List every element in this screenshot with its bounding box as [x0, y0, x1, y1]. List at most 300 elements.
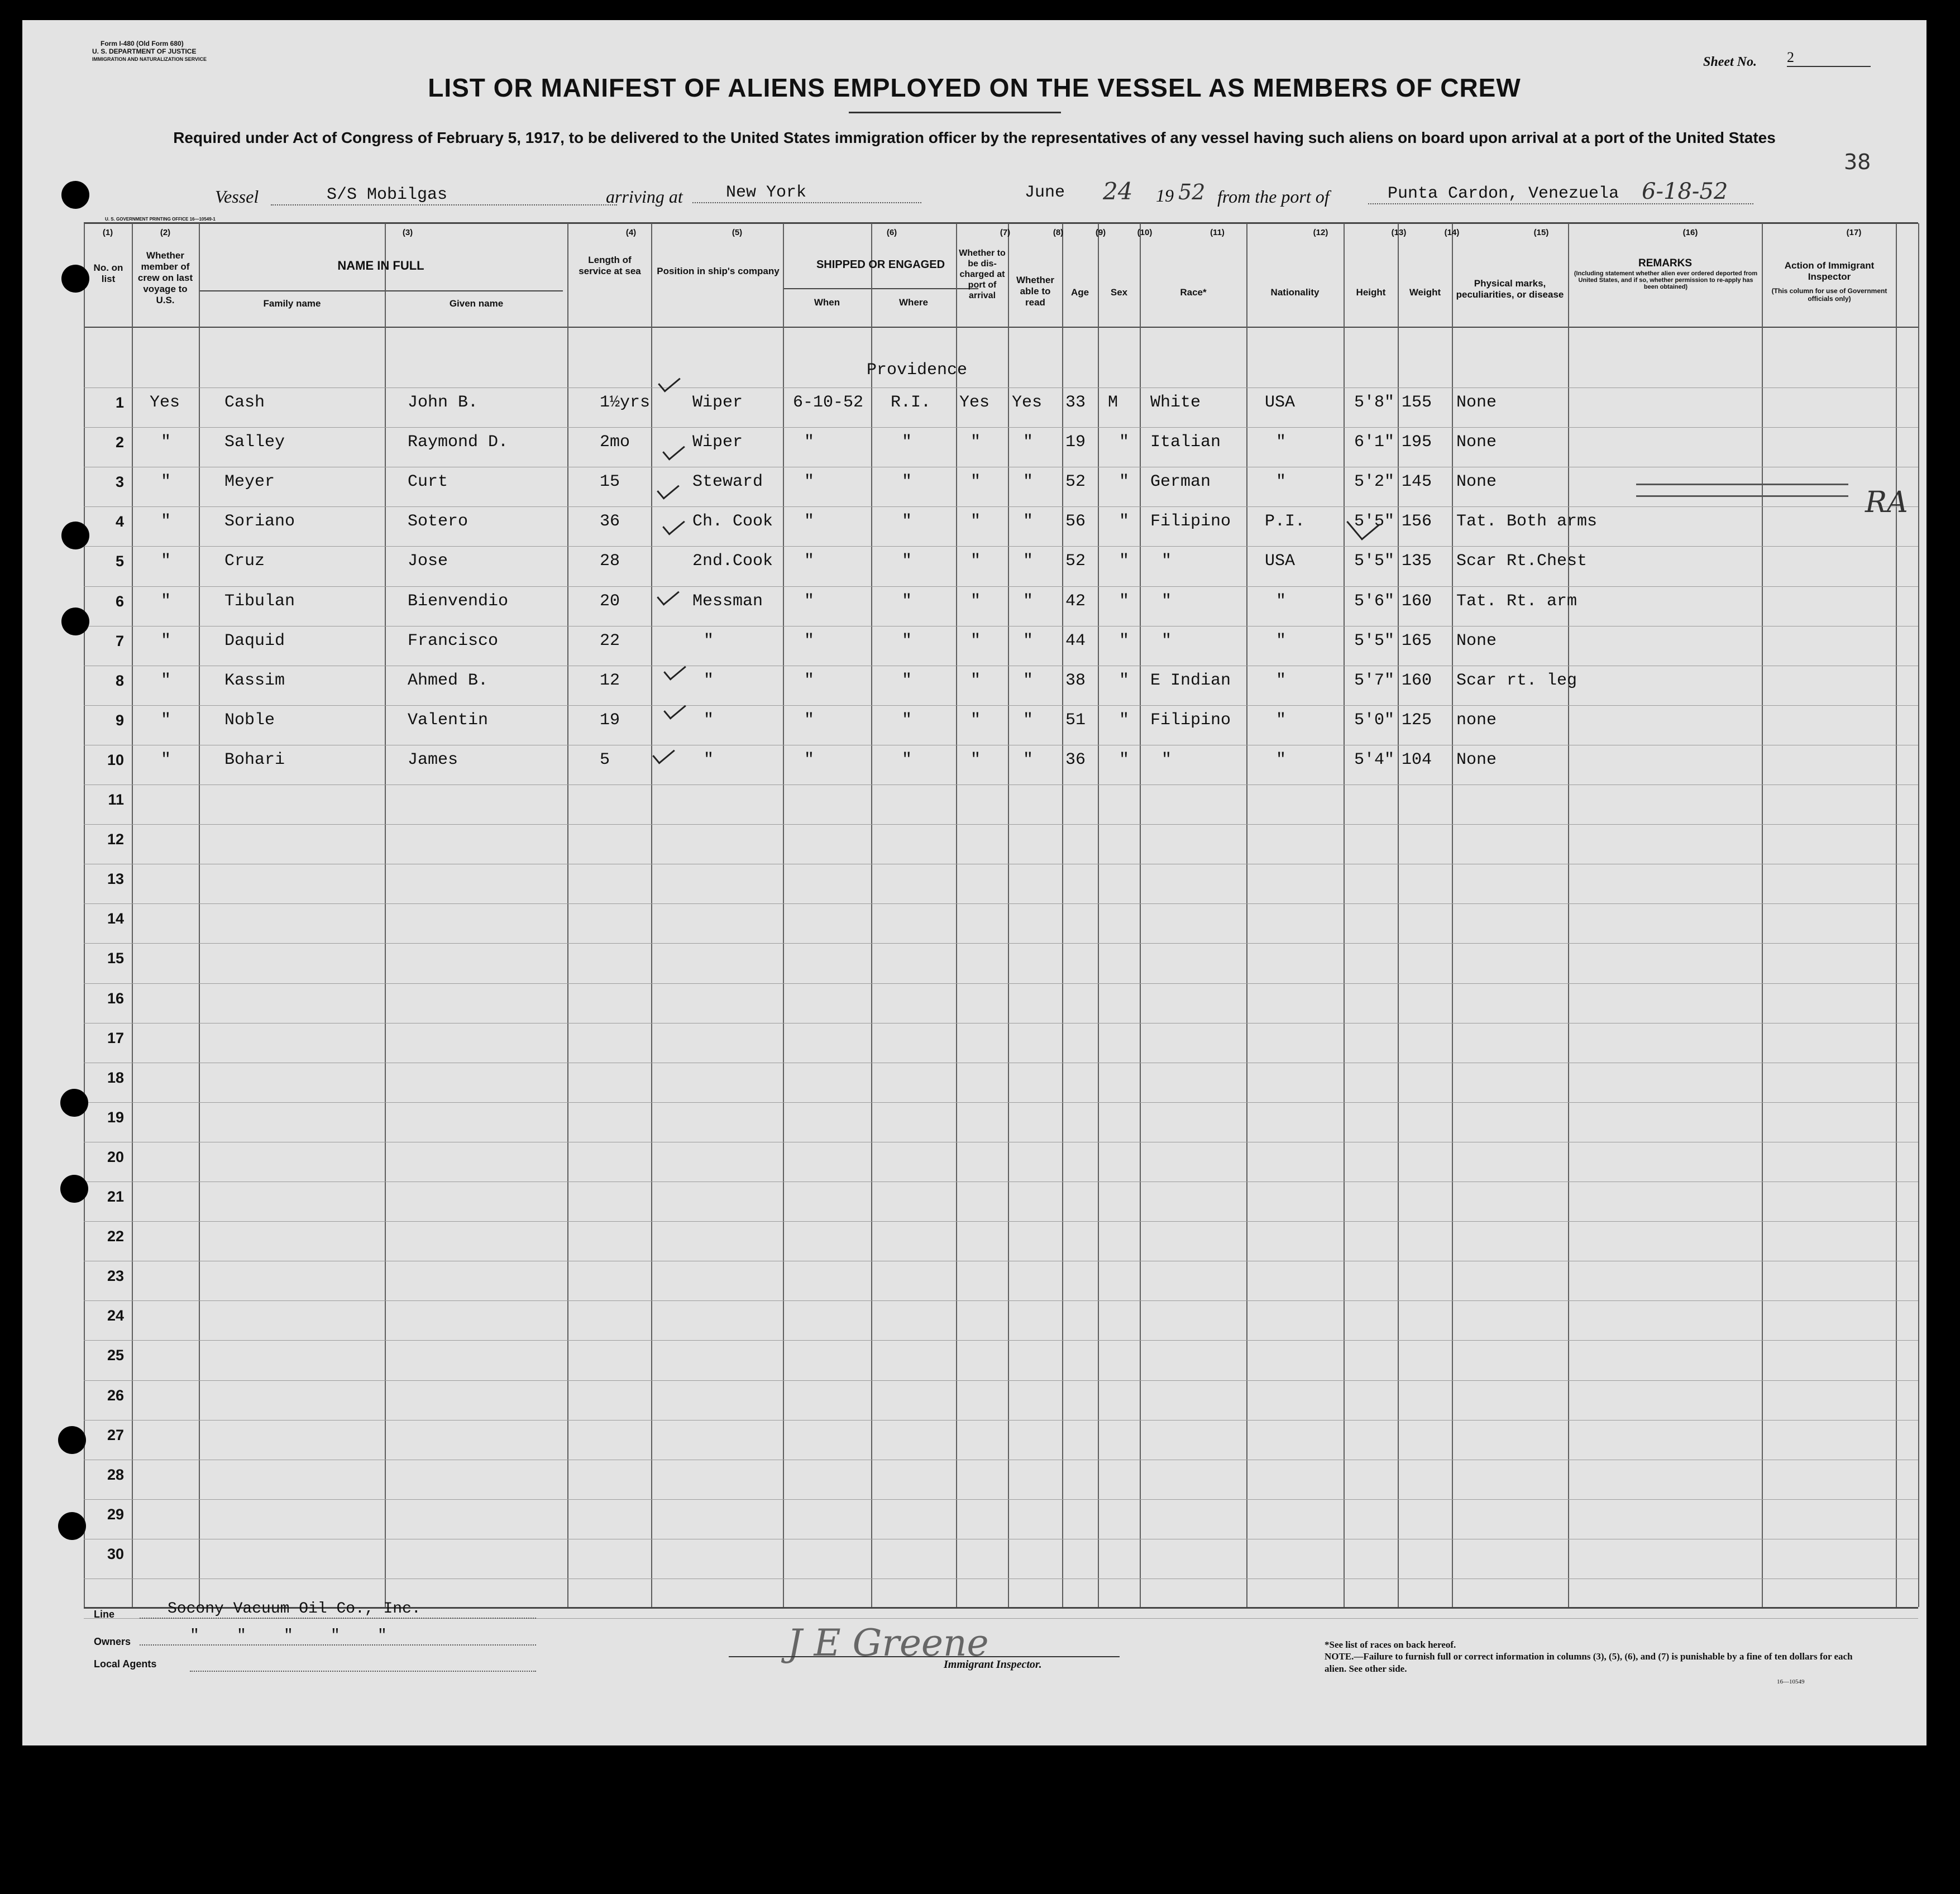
able-read-cell: "	[1023, 671, 1034, 690]
column-number: (3)	[402, 228, 413, 237]
race-cell: Filipino	[1150, 512, 1231, 531]
vessel-name: S/S Mobilgas	[271, 185, 617, 205]
manifest-sheet	[22, 20, 1926, 1745]
header-family-name: Family name	[263, 298, 321, 309]
column-number: (10)	[1137, 228, 1153, 237]
owners-value: " " " " "	[140, 1627, 536, 1646]
age-cell: 42	[1065, 592, 1086, 611]
row-number: 4	[115, 513, 124, 530]
row-rule	[84, 1380, 1918, 1381]
shipped-where-cell: "	[902, 750, 912, 769]
weight-cell: 125	[1402, 711, 1432, 730]
nationality-cell: USA	[1265, 552, 1295, 571]
page-title: LIST OR MANIFEST OF ALIENS EMPLOYED ON THE VESSEL AS MEMBERS OF CREW	[428, 73, 1521, 102]
column-number: (5)	[732, 228, 743, 237]
physical-marks-cell: none	[1456, 711, 1497, 730]
row-number: 6	[115, 593, 124, 610]
height-cell: 5'5"	[1354, 552, 1395, 571]
position-cell: "	[704, 711, 714, 730]
punch-hole	[58, 1426, 86, 1454]
weight-cell: 160	[1402, 671, 1432, 690]
header-race: Race*	[1180, 287, 1207, 298]
date-month: June	[1025, 183, 1065, 202]
arriving-port: New York	[692, 183, 921, 203]
given-name-cell: Ahmed B.	[408, 671, 489, 690]
row-number: 19	[107, 1109, 124, 1126]
sex-cell: "	[1119, 711, 1130, 730]
row-rule	[84, 546, 1918, 547]
discharged-cell: Yes	[959, 393, 990, 412]
physical-marks-cell: None	[1456, 472, 1497, 491]
sex-cell: "	[1119, 433, 1130, 452]
position-cell: "	[704, 632, 714, 651]
discharged-cell: "	[971, 750, 981, 769]
shipped-where-cell: "	[902, 433, 912, 452]
column-number: (9)	[1095, 228, 1106, 237]
shipped-when-cell: "	[804, 671, 815, 690]
department-name: U. S. DEPARTMENT OF JUSTICE	[92, 47, 197, 55]
date-year-prefix: 19	[1156, 185, 1174, 205]
family-name-cell: Noble	[224, 711, 275, 730]
form-number: Form I-480 (Old Form 680)	[101, 40, 184, 47]
where-top-note: Providence	[867, 361, 968, 380]
physical-marks-cell: Tat. Rt. arm	[1456, 592, 1577, 611]
given-name-cell: Bienvendio	[408, 592, 509, 611]
shipped-when-cell: "	[804, 592, 815, 611]
date-day: 24	[1103, 178, 1133, 205]
row-number: 23	[107, 1268, 124, 1284]
height-cell: 5'8"	[1354, 393, 1395, 412]
family-name-cell: Soriano	[224, 512, 295, 531]
row-rule	[84, 427, 1918, 428]
row-number: 26	[107, 1387, 124, 1404]
position-cell: "	[704, 671, 714, 690]
shipped-when-cell: "	[804, 433, 815, 452]
column-number: (12)	[1313, 228, 1328, 237]
row-rule	[84, 705, 1918, 706]
able-read-cell: "	[1023, 433, 1034, 452]
sheet-label: Sheet No.	[1703, 55, 1757, 69]
family-name-cell: Cruz	[224, 552, 265, 571]
race-cell: "	[1161, 750, 1172, 769]
physical-marks-cell: None	[1456, 750, 1497, 769]
column-number: (11)	[1210, 228, 1225, 237]
height-cell: 5'5"	[1354, 512, 1395, 531]
header-name-in-full: NAME IN FULL	[337, 259, 424, 272]
shipped-where-cell: "	[902, 552, 912, 571]
height-cell: 5'6"	[1354, 592, 1395, 611]
row-number: 21	[107, 1188, 124, 1205]
owners-label: Owners	[94, 1636, 131, 1647]
column-number: (17)	[1846, 228, 1862, 237]
able-read-cell: "	[1023, 592, 1034, 611]
header-able-read: Whether able to read	[1016, 275, 1054, 308]
age-cell: 52	[1065, 552, 1086, 571]
inspector-signature: J E Greene	[787, 1622, 989, 1665]
shipped-when-cell: "	[804, 512, 815, 531]
row-number: 7	[115, 633, 124, 649]
shipped-when-cell: "	[804, 472, 815, 491]
position-cell: Wiper	[692, 393, 743, 412]
nationality-cell: P.I.	[1265, 512, 1306, 531]
physical-marks-cell: None	[1456, 632, 1497, 651]
crew-cell: "	[161, 671, 171, 690]
row-rule	[84, 824, 1918, 825]
weight-cell: 104	[1402, 750, 1432, 769]
discharged-cell: "	[971, 472, 981, 491]
able-read-cell: "	[1023, 750, 1034, 769]
page-mark: 38	[1844, 150, 1871, 174]
sex-cell: "	[1119, 750, 1130, 769]
physical-marks-cell: Scar Rt.Chest	[1456, 552, 1588, 571]
height-cell: 5'0"	[1354, 711, 1395, 730]
check-mark	[662, 514, 685, 535]
row-number: 25	[107, 1347, 124, 1364]
crew-cell: "	[161, 512, 171, 531]
row-number: 14	[107, 910, 124, 927]
age-cell: 36	[1065, 750, 1086, 769]
header-when: When	[814, 297, 840, 308]
discharged-cell: "	[971, 512, 981, 531]
margin-strike	[1636, 484, 1848, 497]
line-value: Socony Vacuum Oil Co., Inc.	[140, 1600, 536, 1619]
row-number: 27	[107, 1427, 124, 1443]
given-name-cell: James	[408, 750, 458, 769]
age-cell: 44	[1065, 632, 1086, 651]
row-rule	[84, 1221, 1918, 1222]
row-rule	[84, 1300, 1918, 1301]
position-cell: Ch. Cook	[692, 512, 773, 531]
crew-cell: "	[161, 592, 171, 611]
service-length-cell: 36	[600, 512, 620, 531]
row-number: 13	[107, 871, 124, 887]
service-length-cell: 2mo	[600, 433, 630, 452]
weight-cell: 195	[1402, 433, 1432, 452]
nationality-cell: USA	[1265, 393, 1295, 412]
check-mark	[657, 584, 680, 605]
row-rule	[84, 586, 1918, 587]
nationality-cell: "	[1276, 433, 1287, 452]
column-number: (1)	[102, 228, 113, 237]
penalty-note: NOTE.—Failure to furnish full or correct information in columns (3), (5), (6), and (7) is punishable by a fine of ten dollars for each alien. See other side.	[1325, 1651, 1853, 1674]
column-number: (7)	[1000, 228, 1011, 237]
sex-cell: "	[1119, 632, 1130, 651]
family-name-cell: Cash	[224, 393, 265, 412]
row-number: 11	[108, 791, 124, 808]
inspector-label: Immigrant Inspector.	[944, 1658, 1042, 1671]
shipped-where-cell: "	[902, 711, 912, 730]
sex-cell: "	[1119, 512, 1130, 531]
crew-cell: "	[161, 552, 171, 571]
vessel-label: Vessel	[215, 186, 259, 207]
height-cell: 6'1"	[1354, 433, 1395, 452]
physical-marks-cell: None	[1456, 393, 1497, 412]
arriving-label: arriving at	[606, 186, 683, 207]
header-remarks: REMARKS	[1638, 257, 1693, 269]
header-discharged: Whether to be dis-charged at port of arrival	[959, 248, 1006, 300]
nationality-cell: "	[1276, 711, 1287, 730]
header-sex: Sex	[1110, 287, 1128, 298]
column-number: (6)	[886, 228, 897, 237]
row-number: 3	[115, 474, 124, 490]
shipped-when-cell: "	[804, 750, 815, 769]
row-number: 29	[107, 1506, 124, 1523]
column-number: (14)	[1444, 228, 1460, 237]
shipped-when-cell: "	[804, 711, 815, 730]
row-number: 20	[107, 1149, 124, 1165]
row-number: 24	[107, 1307, 124, 1324]
header-action-note: (This column for use of Government officials only)	[1771, 287, 1887, 303]
header-where: Where	[899, 297, 928, 308]
header-length-service: Length of service at sea	[579, 255, 641, 276]
service-length-cell: 5	[600, 750, 610, 769]
sex-cell: "	[1119, 592, 1130, 611]
race-cell: "	[1161, 592, 1172, 611]
sex-cell: M	[1108, 393, 1118, 412]
shipped-where-cell: R.I.	[891, 393, 931, 412]
age-cell: 56	[1065, 512, 1086, 531]
margin-mark: RA	[1865, 486, 1908, 519]
weight-cell: 160	[1402, 592, 1432, 611]
weight-cell: 145	[1402, 472, 1432, 491]
date-year: 52	[1178, 180, 1206, 204]
shipped-where-cell: "	[902, 671, 912, 690]
given-name-cell: Valentin	[408, 711, 489, 730]
shipped-when-cell: "	[804, 632, 815, 651]
punch-hole	[58, 1512, 86, 1540]
sex-cell: "	[1119, 671, 1130, 690]
age-cell: 38	[1065, 671, 1086, 690]
row-number: 28	[107, 1466, 124, 1483]
row-number: 8	[115, 672, 124, 689]
able-read-cell: Yes	[1012, 393, 1043, 412]
row-rule	[84, 943, 1918, 944]
service-length-cell: 19	[600, 711, 620, 730]
punch-hole	[60, 1175, 88, 1203]
family-name-cell: Salley	[224, 433, 285, 452]
given-name-cell: Curt	[408, 472, 448, 491]
position-cell: 2nd.Cook	[692, 552, 773, 571]
form-code: 16—10549	[1777, 1678, 1805, 1685]
crew-cell: "	[161, 711, 171, 730]
punch-hole	[61, 522, 89, 549]
discharged-cell: "	[971, 671, 981, 690]
punch-hole	[61, 265, 89, 293]
service-length-cell: 20	[600, 592, 620, 611]
header-remarks-note: (Including statement whether alien ever ordered deported from United States, and if so, whether permission to re-apply has been obtained)	[1574, 270, 1758, 290]
service-length-cell: 22	[600, 632, 620, 651]
header-crew-last-voyage: Whether member of crew on last voyage to U.S.	[137, 250, 193, 305]
able-read-cell: "	[1023, 552, 1034, 571]
local-agents-line	[190, 1671, 536, 1672]
check-mark	[663, 659, 686, 680]
weight-cell: 165	[1402, 632, 1432, 651]
nationality-cell: "	[1276, 592, 1287, 611]
weight-cell: 155	[1402, 393, 1432, 412]
header-weight: Weight	[1409, 287, 1441, 298]
discharged-cell: "	[971, 552, 981, 571]
able-read-cell: "	[1023, 512, 1034, 531]
physical-marks-cell: Tat. Both arms	[1456, 512, 1598, 531]
shipped-when-cell: 6-10-52	[793, 393, 864, 412]
shipped-where-cell: "	[902, 472, 912, 491]
shipped-where-cell: "	[902, 632, 912, 651]
discharged-cell: "	[971, 433, 981, 452]
service-length-cell: 15	[600, 472, 620, 491]
local-agents-label: Local Agents	[94, 1658, 157, 1670]
row-number: 12	[107, 831, 124, 848]
shipped-when-cell: "	[804, 552, 815, 571]
nationality-cell: "	[1276, 671, 1287, 690]
row-number: 15	[107, 950, 124, 967]
discharged-cell: "	[971, 711, 981, 730]
row-number: 5	[115, 553, 124, 570]
punch-hole	[61, 608, 89, 635]
header-position: Position in ship's company	[657, 266, 780, 276]
column-number: (15)	[1533, 228, 1549, 237]
row-rule	[84, 1340, 1918, 1341]
row-number: 1	[115, 394, 124, 411]
given-name-cell: Sotero	[408, 512, 469, 531]
service-length-cell: 1½yrs	[600, 393, 651, 412]
given-name-cell: Raymond D.	[408, 433, 509, 452]
header-bottom-rule	[84, 327, 1918, 328]
weight-cell: 135	[1402, 552, 1432, 571]
races-note: *See list of races on back hereof.	[1325, 1639, 1456, 1650]
race-cell: "	[1161, 632, 1172, 651]
physical-marks-cell: None	[1456, 433, 1497, 452]
column-number: (16)	[1682, 228, 1698, 237]
sex-cell: "	[1119, 472, 1130, 491]
row-number: 30	[107, 1546, 124, 1562]
header-age: Age	[1070, 287, 1089, 298]
page-subtitle: Required under Act of Congress of February 5, 1917, to be delivered to the United States immigration officer by the representatives of any vessel having such aliens on board upon arrival at a port of the United States	[173, 129, 1776, 146]
shipped-where-cell: "	[902, 512, 912, 531]
discharged-cell: "	[971, 632, 981, 651]
row-rule	[84, 1102, 1918, 1103]
height-cell: 5'5"	[1354, 632, 1395, 651]
crew-cell: "	[161, 632, 171, 651]
position-cell: Wiper	[692, 433, 743, 452]
table-top-rule	[84, 222, 1918, 224]
row-rule	[84, 983, 1918, 984]
column-number: (13)	[1391, 228, 1407, 237]
nationality-cell: "	[1276, 750, 1287, 769]
height-cell: 5'7"	[1354, 671, 1395, 690]
row-number: 9	[115, 712, 124, 729]
race-cell: Italian	[1150, 433, 1221, 452]
nationality-cell: "	[1276, 472, 1287, 491]
header-height: Height	[1356, 287, 1386, 298]
race-cell: German	[1150, 472, 1211, 491]
shipped-header-rule	[783, 288, 978, 289]
row-rule	[84, 506, 1918, 507]
header-no-on-list: No. on list	[93, 262, 123, 284]
sex-cell: "	[1119, 552, 1130, 571]
name-header-rule	[200, 290, 563, 291]
departure-date: 6-18-52	[1642, 179, 1728, 204]
family-name-cell: Daquid	[224, 632, 285, 651]
header-shipped-engaged: SHIPPED OR ENGAGED	[816, 259, 945, 271]
row-number: 22	[107, 1228, 124, 1245]
family-name-cell: Meyer	[224, 472, 275, 491]
height-cell: 5'2"	[1354, 472, 1395, 491]
nationality-cell: "	[1276, 632, 1287, 651]
row-number: 2	[115, 434, 124, 451]
age-cell: 52	[1065, 472, 1086, 491]
crew-cell: Yes	[150, 393, 180, 412]
given-name-cell: Francisco	[408, 632, 499, 651]
sheet-number: 2	[1787, 49, 1871, 67]
column-number: (2)	[160, 228, 171, 237]
column-number: (8)	[1053, 228, 1064, 237]
header-given-name: Given name	[449, 298, 504, 309]
service-name: IMMIGRATION AND NATURALIZATION SERVICE	[92, 56, 207, 62]
family-name-cell: Tibulan	[224, 592, 295, 611]
departure-port: Punta Cardon, Venezuela	[1368, 184, 1753, 204]
weight-cell: 156	[1402, 512, 1432, 531]
discharged-cell: "	[971, 592, 981, 611]
age-cell: 51	[1065, 711, 1086, 730]
from-label: from the port of	[1217, 186, 1330, 207]
row-rule	[84, 1499, 1918, 1500]
check-mark	[652, 743, 675, 764]
line-label: Line	[94, 1609, 115, 1620]
position-cell: Steward	[692, 472, 763, 491]
shipped-where-cell: "	[902, 592, 912, 611]
crew-cell: "	[161, 750, 171, 769]
service-length-cell: 28	[600, 552, 620, 571]
family-name-cell: Kassim	[224, 671, 285, 690]
column-number: (4)	[625, 228, 637, 237]
height-cell: 5'4"	[1354, 750, 1395, 769]
given-name-cell: Jose	[408, 552, 448, 571]
header-nationality: Nationality	[1270, 287, 1320, 298]
position-cell: "	[704, 750, 714, 769]
age-cell: 33	[1065, 393, 1086, 412]
given-name-cell: John B.	[408, 393, 479, 412]
header-physical-marks: Physical marks, peculiarities, or disease	[1456, 278, 1564, 300]
punch-hole	[60, 1089, 88, 1117]
row-number: 17	[107, 1030, 124, 1046]
able-read-cell: "	[1023, 472, 1034, 491]
title-rule	[849, 112, 1061, 113]
signature-line	[729, 1656, 1120, 1657]
race-cell: E Indian	[1150, 671, 1231, 690]
check-mark	[657, 478, 680, 499]
row-number: 18	[107, 1069, 124, 1086]
punch-hole	[61, 181, 89, 209]
row-number: 16	[107, 990, 124, 1007]
check-mark	[663, 698, 686, 719]
position-cell: Messman	[692, 592, 763, 611]
header-action: Action of Immigrant Inspector	[1784, 260, 1875, 282]
able-read-cell: "	[1023, 632, 1034, 651]
physical-marks-cell: Scar rt. leg	[1456, 671, 1577, 690]
crew-cell: "	[161, 433, 171, 452]
race-cell: White	[1150, 393, 1201, 412]
check-mark	[662, 439, 685, 460]
race-cell: "	[1161, 552, 1172, 571]
able-read-cell: "	[1023, 711, 1034, 730]
race-cell: Filipino	[1150, 711, 1231, 730]
crew-cell: "	[161, 472, 171, 491]
family-name-cell: Bohari	[224, 750, 285, 769]
service-length-cell: 12	[600, 671, 620, 690]
printing-office: U. S. GOVERNMENT PRINTING OFFICE 16—10549-1	[105, 217, 216, 222]
row-rule	[84, 903, 1918, 904]
age-cell: 19	[1065, 433, 1086, 452]
